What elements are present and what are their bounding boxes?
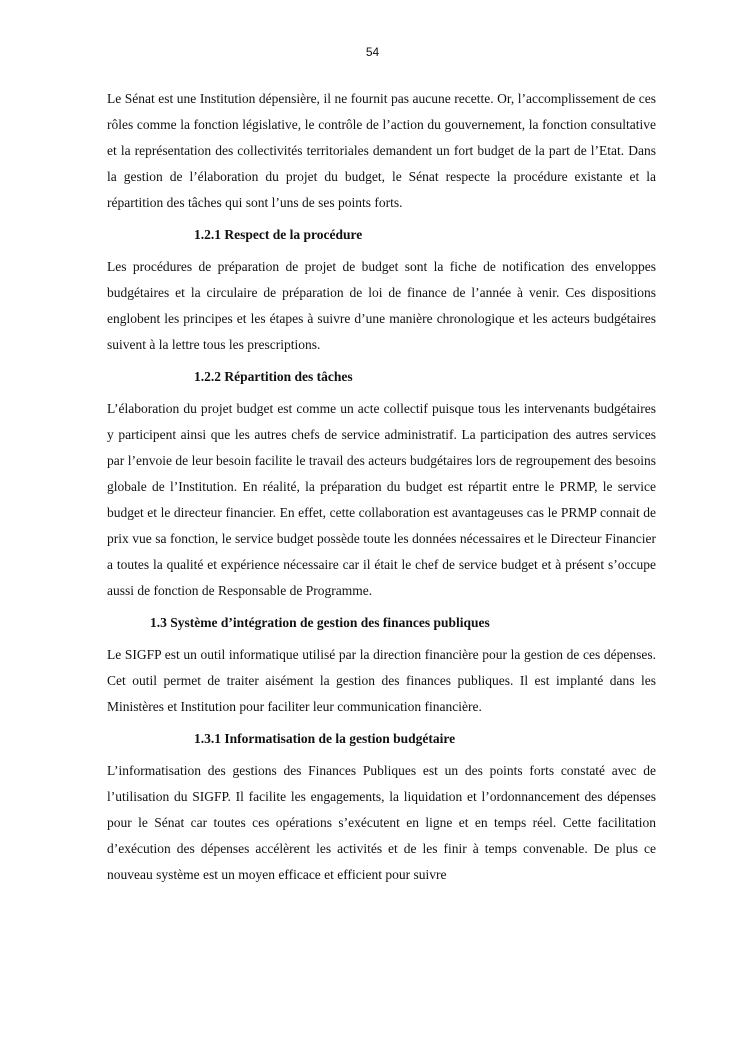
paragraph-senat-depenses: Le Sénat est une Institution dépensière, il ne fournit pas aucune recette. Or, l’accomplissement de ces rôles comme la fonction législative, le contrôle de l’action du gouvernement, la fonction consultative et la représentation des collectivités territoriales demandent un fort budget de la part de l’Etat. Dans la gestion de l’élaboration du projet du budget, le Sénat respecte la procédure existante et la répartition des tâches qui sont l’uns de ses points forts.	[107, 91, 656, 210]
heading-repartition-taches: 1.2.2 Répartition des tâches	[194, 369, 353, 384]
paragraph-procedures-budget: Les procédures de préparation de projet de budget sont la fiche de notification des enveloppes budgétaires et la circulaire de préparation de loi de finance de l’année à venir. Ces dispositions englobent les principes et les étapes à suivre d’une manière chronologique et les acteurs budgétaires suivent à la lettre tous les prescriptions.	[107, 259, 656, 352]
paragraph-informatisation-gestion: L’informatisation des gestions des Finances Publiques est un des points forts constaté avec de l’utilisation du SIGFP. Il facilite les engagements, la liquidation et l’ordonnancement des dépenses pour le Sénat car toutes ces opérations s’exécutent en ligne et en temps réel. Cette facilitation d’exécution des dépenses accélèrent les activités et de les finir à temps convenable. De plus ce nouveau système est un moyen efficace et efficient pour suivre	[107, 763, 656, 882]
heading-systeme-integration: 1.3 Système d’intégration de gestion des finances publiques	[150, 615, 490, 630]
document-body	[107, 86, 656, 894]
heading-respect-procedure: 1.2.1 Respect de la procédure	[194, 227, 363, 242]
page-number: 54	[365, 45, 380, 59]
paragraph-sigfp-outil: Le SIGFP est un outil informatique utilisé par la direction financière pour la gestion de ces dépenses. Cet outil permet de traiter aisément la gestion des finances publiques. Il est implanté dans les Ministères et Institution pour faciliter leur communication financière.	[107, 647, 656, 714]
paragraph-elaboration-projet: L’élaboration du projet budget est comme un acte collectif puisque tous les intervenants budgétaires y participent ainsi que les autres chefs de service administratif. La participation des autres services par l’envoie de leur besoin facilite le travail des acteurs budgétaires lors de regroupement des besoins globale de l’Institution. En réalité, la préparation du budget est répartit entre le PRMP, le service budget et le directeur financier. En effet, cette collaboration est avantageuses cas le PRMP connait de prix vue sa fonction, le service budget possède toute les données nécessaires et le Directeur Financier a toutes la qualité et expérience nécessaire car il était le chef de service budget et à présent s’occupe aussi de fonction de Responsable de Programme.	[107, 401, 656, 598]
heading-informatisation: 1.3.1 Informatisation de la gestion budgétaire	[194, 731, 456, 746]
